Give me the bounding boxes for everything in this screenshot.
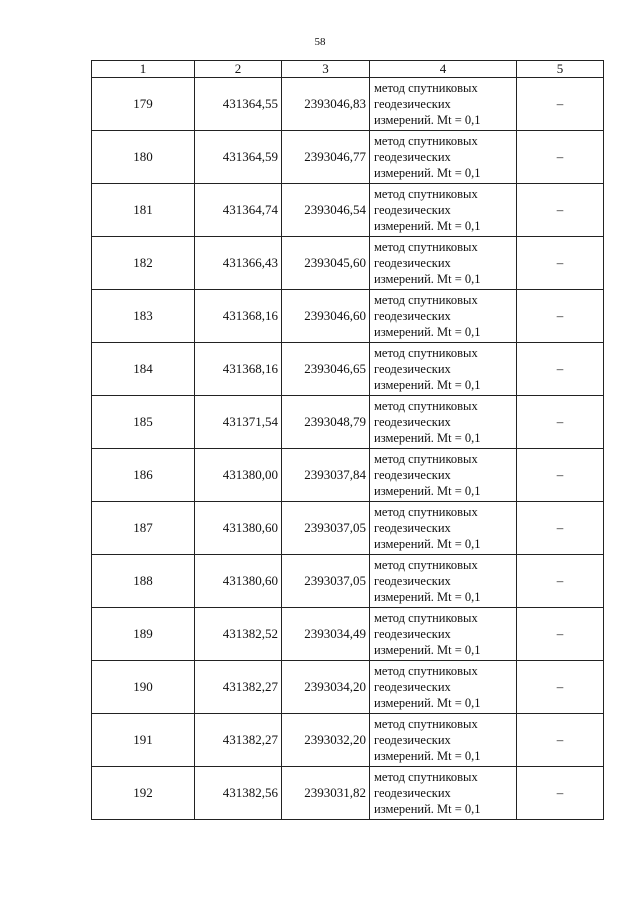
- column-header-3: 3: [282, 61, 370, 78]
- method-line: метод спутниковых: [374, 664, 478, 678]
- method-line: геодезических: [374, 415, 451, 429]
- note-cell: –: [517, 608, 604, 661]
- table-body: [92, 78, 604, 820]
- method-line: геодезических: [374, 627, 451, 641]
- method-line: измерений. Mt = 0,1: [374, 537, 481, 551]
- method-line: измерений. Mt = 0,1: [374, 378, 481, 392]
- x-coordinate-cell: 431364,74: [195, 184, 282, 237]
- y-coordinate-cell: 2393046,77: [282, 131, 370, 184]
- x-coordinate-cell: 431382,52: [195, 608, 282, 661]
- method-line: измерений. Mt = 0,1: [374, 590, 481, 604]
- point-number-cell: 181: [92, 184, 195, 237]
- method-line: метод спутниковых: [374, 611, 478, 625]
- method-line: метод спутниковых: [374, 240, 478, 254]
- x-coordinate-cell: 431380,60: [195, 555, 282, 608]
- table-row: [92, 502, 604, 555]
- method-line: геодезических: [374, 521, 451, 535]
- column-header-2: 2: [195, 61, 282, 78]
- y-coordinate-cell: 2393037,84: [282, 449, 370, 502]
- method-cell: [370, 131, 517, 184]
- table-row: [92, 608, 604, 661]
- table-row: [92, 661, 604, 714]
- point-number-cell: 183: [92, 290, 195, 343]
- point-number-cell: 182: [92, 237, 195, 290]
- method-line: метод спутниковых: [374, 81, 478, 95]
- method-cell: [370, 237, 517, 290]
- method-line: метод спутниковых: [374, 346, 478, 360]
- column-header-5: 5: [517, 61, 604, 78]
- column-header-4: 4: [370, 61, 517, 78]
- column-header-1: 1: [92, 61, 195, 78]
- method-line: геодезических: [374, 150, 451, 164]
- note-cell: –: [517, 714, 604, 767]
- note-cell: –: [517, 131, 604, 184]
- x-coordinate-cell: 431368,16: [195, 290, 282, 343]
- method-line: геодезических: [374, 733, 451, 747]
- y-coordinate-cell: 2393037,05: [282, 502, 370, 555]
- method-line: геодезических: [374, 680, 451, 694]
- method-line: геодезических: [374, 203, 451, 217]
- note-cell: –: [517, 396, 604, 449]
- table-row: [92, 237, 604, 290]
- y-coordinate-cell: 2393046,54: [282, 184, 370, 237]
- method-line: измерений. Mt = 0,1: [374, 431, 481, 445]
- header-row: [92, 61, 604, 78]
- note-cell: –: [517, 661, 604, 714]
- method-cell: [370, 502, 517, 555]
- y-coordinate-cell: 2393048,79: [282, 396, 370, 449]
- table-row: [92, 78, 604, 131]
- method-cell: [370, 184, 517, 237]
- y-coordinate-cell: 2393034,20: [282, 661, 370, 714]
- point-number-cell: 180: [92, 131, 195, 184]
- method-line: метод спутниковых: [374, 187, 478, 201]
- method-line: геодезических: [374, 256, 451, 270]
- method-cell: [370, 767, 517, 820]
- y-coordinate-cell: 2393046,65: [282, 343, 370, 396]
- method-cell: [370, 343, 517, 396]
- method-cell: [370, 449, 517, 502]
- method-line: измерений. Mt = 0,1: [374, 643, 481, 657]
- method-cell: [370, 661, 517, 714]
- note-cell: –: [517, 449, 604, 502]
- method-cell: [370, 396, 517, 449]
- method-line: метод спутниковых: [374, 558, 478, 572]
- point-number-cell: 184: [92, 343, 195, 396]
- method-line: измерений. Mt = 0,1: [374, 749, 481, 763]
- x-coordinate-cell: 431380,60: [195, 502, 282, 555]
- method-line: метод спутниковых: [374, 134, 478, 148]
- y-coordinate-cell: 2393037,05: [282, 555, 370, 608]
- x-coordinate-cell: 431371,54: [195, 396, 282, 449]
- method-line: измерений. Mt = 0,1: [374, 166, 481, 180]
- method-line: измерений. Mt = 0,1: [374, 696, 481, 710]
- note-cell: –: [517, 555, 604, 608]
- method-line: геодезических: [374, 309, 451, 323]
- method-line: измерений. Mt = 0,1: [374, 272, 481, 286]
- x-coordinate-cell: 431368,16: [195, 343, 282, 396]
- note-cell: –: [517, 290, 604, 343]
- table-row: [92, 555, 604, 608]
- method-line: метод спутниковых: [374, 293, 478, 307]
- method-cell: [370, 555, 517, 608]
- y-coordinate-cell: 2393031,82: [282, 767, 370, 820]
- method-line: измерений. Mt = 0,1: [374, 484, 481, 498]
- table-row: [92, 131, 604, 184]
- point-number-cell: 189: [92, 608, 195, 661]
- method-line: геодезических: [374, 468, 451, 482]
- method-line: измерений. Mt = 0,1: [374, 219, 481, 233]
- x-coordinate-cell: 431380,00: [195, 449, 282, 502]
- page-number: 58: [314, 36, 326, 48]
- x-coordinate-cell: 431366,43: [195, 237, 282, 290]
- method-cell: [370, 608, 517, 661]
- table-row: [92, 714, 604, 767]
- table-row: [92, 290, 604, 343]
- table-row: [92, 396, 604, 449]
- y-coordinate-cell: 2393046,83: [282, 78, 370, 131]
- y-coordinate-cell: 2393034,49: [282, 608, 370, 661]
- method-line: геодезических: [374, 786, 451, 800]
- point-number-cell: 187: [92, 502, 195, 555]
- x-coordinate-cell: 431364,59: [195, 131, 282, 184]
- method-cell: [370, 714, 517, 767]
- table-row: [92, 184, 604, 237]
- method-line: геодезических: [374, 574, 451, 588]
- method-line: измерений. Mt = 0,1: [374, 802, 481, 816]
- note-cell: –: [517, 343, 604, 396]
- note-cell: –: [517, 78, 604, 131]
- x-coordinate-cell: 431382,27: [195, 661, 282, 714]
- point-number-cell: 186: [92, 449, 195, 502]
- method-line: метод спутниковых: [374, 717, 478, 731]
- point-number-cell: 190: [92, 661, 195, 714]
- coordinates-table: [91, 60, 604, 820]
- table-row: [92, 343, 604, 396]
- method-cell: [370, 78, 517, 131]
- point-number-cell: 192: [92, 767, 195, 820]
- point-number-cell: 191: [92, 714, 195, 767]
- x-coordinate-cell: 431382,56: [195, 767, 282, 820]
- table-row: [92, 449, 604, 502]
- note-cell: –: [517, 184, 604, 237]
- x-coordinate-cell: 431364,55: [195, 78, 282, 131]
- method-line: геодезических: [374, 362, 451, 376]
- method-line: измерений. Mt = 0,1: [374, 325, 481, 339]
- point-number-cell: 188: [92, 555, 195, 608]
- method-line: метод спутниковых: [374, 452, 478, 466]
- note-cell: –: [517, 767, 604, 820]
- table-row: [92, 767, 604, 820]
- method-line: метод спутниковых: [374, 505, 478, 519]
- point-number-cell: 185: [92, 396, 195, 449]
- y-coordinate-cell: 2393032,20: [282, 714, 370, 767]
- note-cell: –: [517, 237, 604, 290]
- y-coordinate-cell: 2393046,60: [282, 290, 370, 343]
- x-coordinate-cell: 431382,27: [195, 714, 282, 767]
- method-line: измерений. Mt = 0,1: [374, 113, 481, 127]
- method-line: метод спутниковых: [374, 399, 478, 413]
- note-cell: –: [517, 502, 604, 555]
- method-line: геодезических: [374, 97, 451, 111]
- point-number-cell: 179: [92, 78, 195, 131]
- y-coordinate-cell: 2393045,60: [282, 237, 370, 290]
- method-line: метод спутниковых: [374, 770, 478, 784]
- method-cell: [370, 290, 517, 343]
